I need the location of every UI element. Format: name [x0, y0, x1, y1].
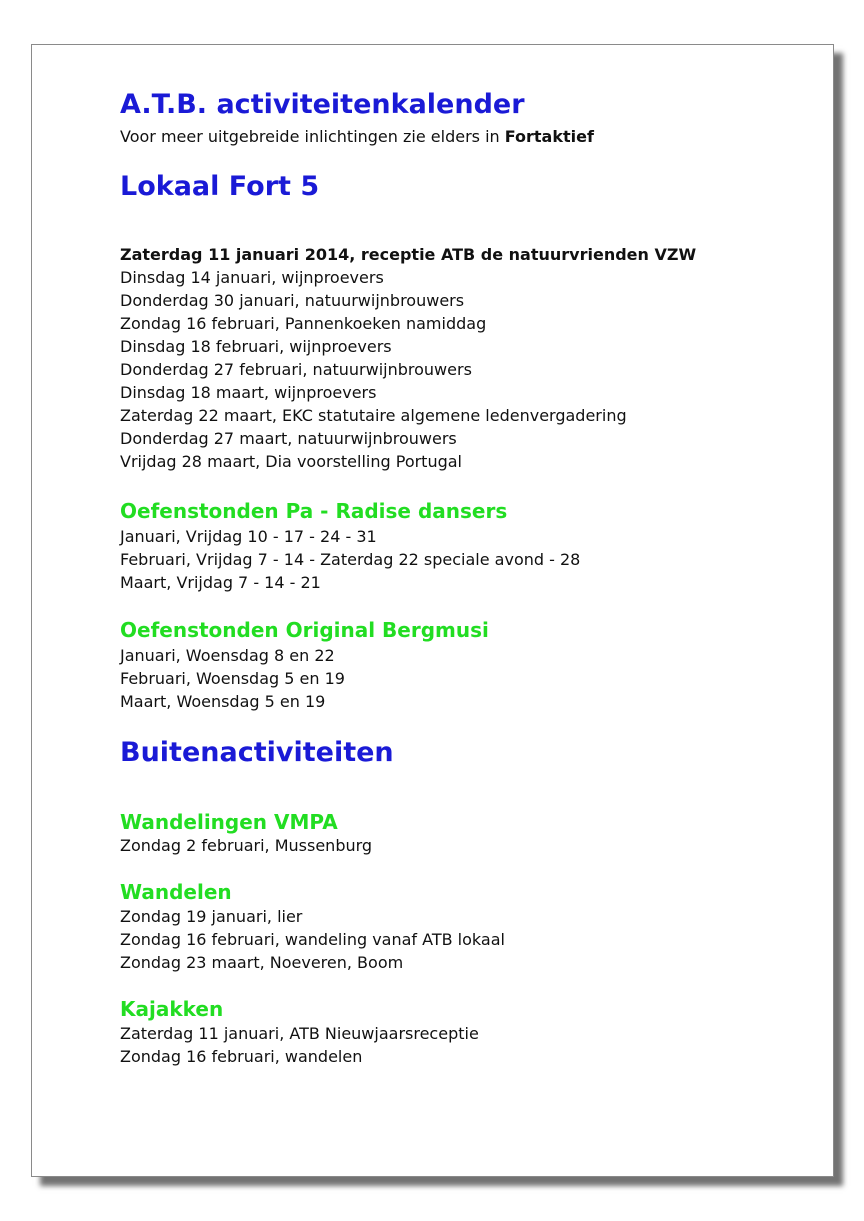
heading-bergmusi: Oefenstonden Original Bergmusi: [120, 618, 489, 642]
radise-list: [120, 525, 580, 594]
heading-buiten: Buitenactiviteiten: [120, 737, 394, 768]
bergmusi-line-2: Maart, Woensdag 5 en 19: [120, 692, 326, 711]
radise-line-1: Februari, Vrijdag 7 - 14 - Zaterdag 22 speciale avond - 28: [120, 550, 581, 569]
kajakken-line-0: Zaterdag 11 januari, ATB Nieuwjaarsreceptie: [120, 1024, 479, 1043]
heading-radise: Oefenstonden Pa - Radise dansers: [120, 499, 508, 523]
wandelen-line-1: Zondag 16 februari, wandeling vanaf ATB lokaal: [120, 930, 505, 949]
kajakken-list: [120, 1022, 479, 1068]
heading-wandelen: Wandelen: [120, 880, 232, 904]
lokaal-line-5: Donderdag 27 februari, natuurwijnbrouwers: [120, 360, 472, 379]
heading-lokaal: Lokaal Fort 5: [120, 171, 320, 202]
lokaal-line-3: Zondag 16 februari, Pannenkoeken namiddag: [120, 314, 487, 333]
radise-line-2: Maart, Vrijdag 7 - 14 - 21: [120, 573, 321, 592]
subtitle: [120, 125, 594, 148]
vmpa-list: [120, 834, 372, 857]
wandelen-line-0: Zondag 19 januari, lier: [120, 907, 303, 926]
lokaal-line-1: Dinsdag 14 januari, wijnproevers: [120, 268, 384, 287]
lokaal-line-4: Dinsdag 18 februari, wijnproevers: [120, 337, 392, 356]
document-page: [31, 44, 834, 1177]
subtitle-text: Voor meer uitgebreide inlichtingen zie elders in: [120, 127, 505, 146]
lokaal-line-6: Dinsdag 18 maart, wijnproevers: [120, 383, 377, 402]
subtitle-publication: Fortaktief: [504, 127, 594, 146]
radise-line-0: Januari, Vrijdag 10 - 17 - 24 - 31: [120, 527, 377, 546]
bergmusi-line-1: Februari, Woensdag 5 en 19: [120, 669, 345, 688]
lokaal-line-0: Zaterdag 11 januari 2014, receptie ATB de natuurvrienden VZW: [120, 245, 697, 264]
heading-vmpa: Wandelingen VMPA: [120, 810, 338, 834]
lokaal-line-2: Donderdag 30 januari, natuurwijnbrouwers: [120, 291, 465, 310]
heading-kajakken: Kajakken: [120, 997, 224, 1021]
bergmusi-list: [120, 644, 345, 713]
kajakken-line-1: Zondag 16 februari, wandelen: [120, 1047, 363, 1066]
wandelen-list: [120, 905, 505, 974]
vmpa-line-0: Zondag 2 februari, Mussenburg: [120, 836, 373, 855]
lokaal-line-8: Donderdag 27 maart, natuurwijnbrouwers: [120, 429, 457, 448]
page-title: A.T.B. activiteitenkalender: [120, 89, 525, 120]
lokaal-line-9: Vrijdag 28 maart, Dia voorstelling Portugal: [120, 452, 462, 471]
lokaal-line-7: Zaterdag 22 maart, EKC statutaire algemene ledenvergadering: [120, 406, 627, 425]
lokaal-list: [120, 243, 696, 473]
wandelen-line-2: Zondag 23 maart, Noeveren, Boom: [120, 953, 404, 972]
bergmusi-line-0: Januari, Woensdag 8 en 22: [120, 646, 335, 665]
